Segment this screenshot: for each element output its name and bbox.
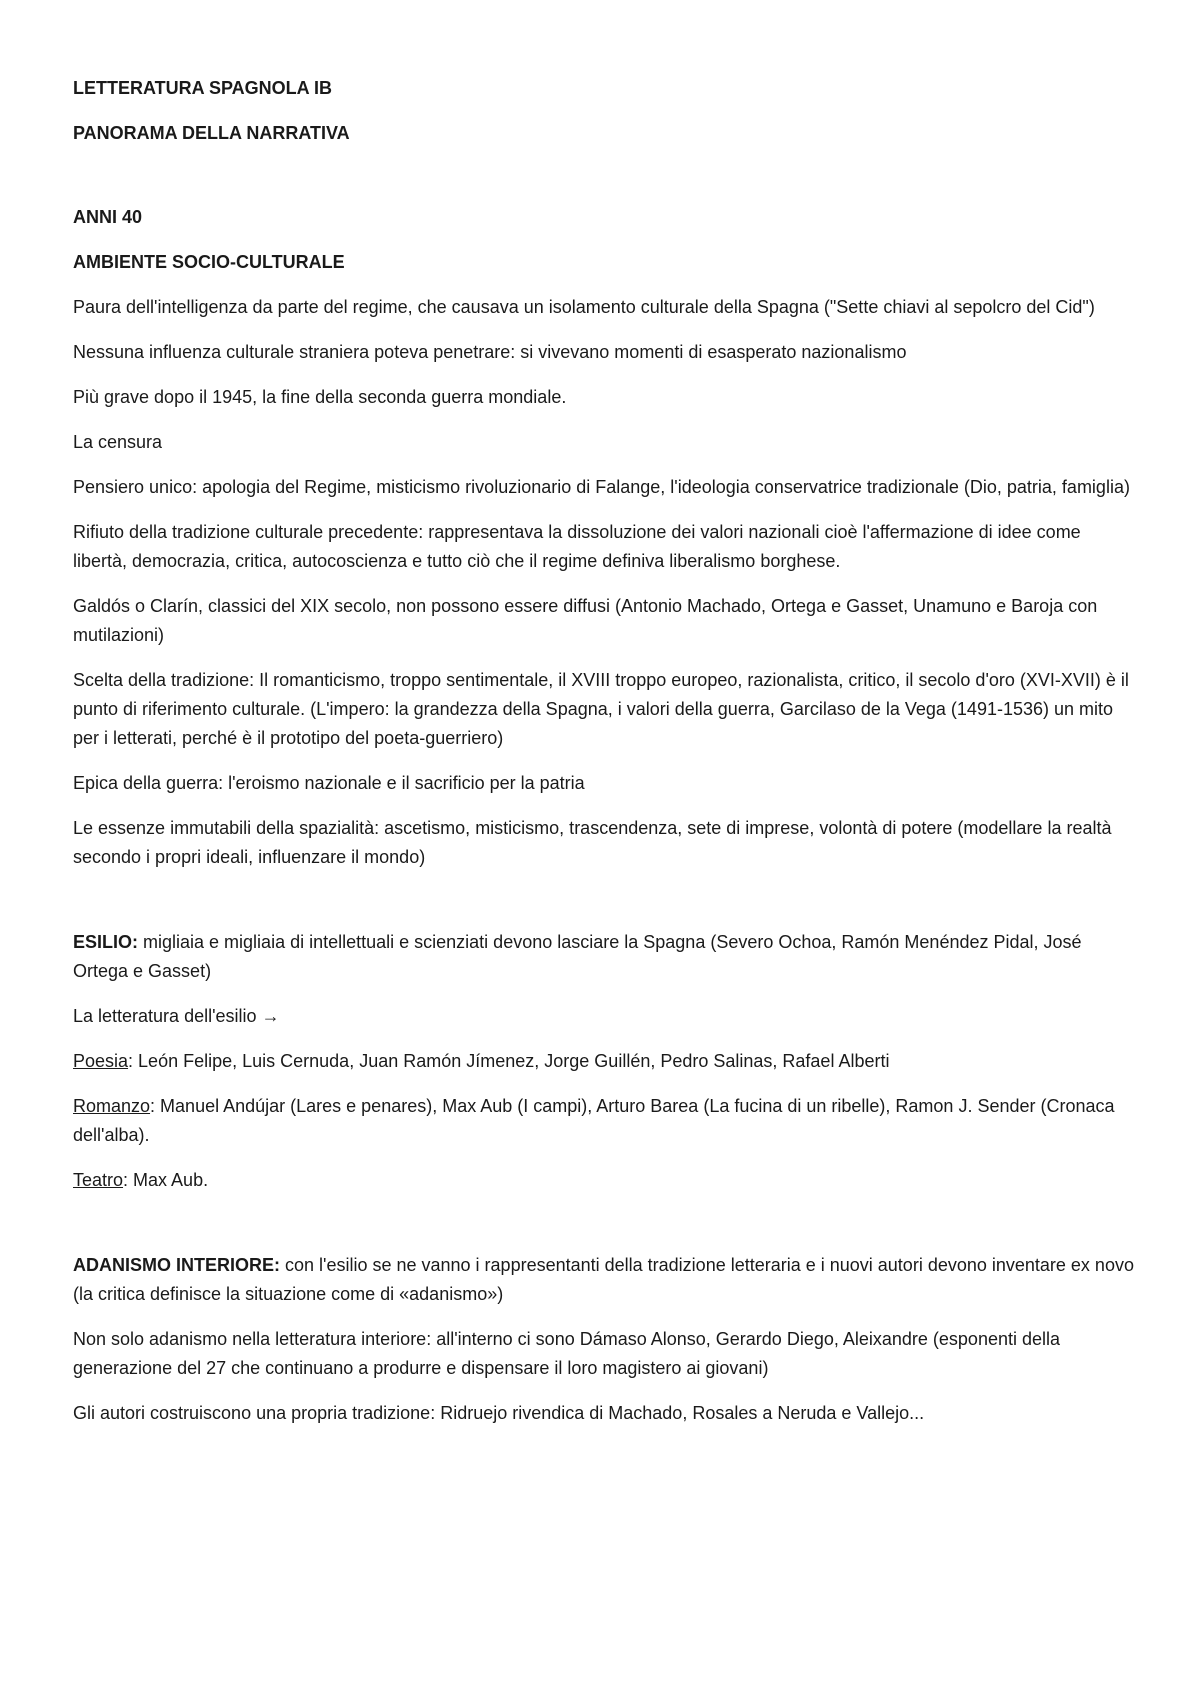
paragraph: Non solo adanismo nella letteratura interiore: all'interno ci sono Dámaso Alonso, Gerardo Diego, Aleixandre (esponenti della generazione del 27 che continuano a produrre e dispensare il loro magistero ai giovani) [73,1329,1061,1378]
esilio-label: ESILIO: [73,932,139,952]
paragraph: Rifiuto della tradizione culturale precedente: rappresentava la dissoluzione dei valori nazionali cioè l'affermazione di idee come libertà, democrazia, critica, autocoscienza e tutto ciò che il regime definiva liberalismo borghese. [73,522,1081,571]
paragraph: Più grave dopo il 1945, la fine della seconda guerra mondiale. [73,387,567,407]
paragraph: Epica della guerra: l'eroismo nazionale e il sacrificio per la patria [73,773,585,793]
document-body [73,74,1138,1428]
paragraph: Galdós o Clarín, classici del XIX secolo, non possono essere diffusi (Antonio Machado, Ortega e Gasset, Unamuno e Baroja con mutilazioni) [73,596,1098,645]
section-title: ANNI 40 [73,207,143,227]
paragraph: Nessuna influenza culturale straniera poteva penetrare: si vivevano momenti di esasperato nazionalismo [73,342,907,362]
esilio-paragraph [73,928,1138,986]
paragraph: Scelta della tradizione: Il romanticismo, troppo sentimentale, il XVIII troppo europeo, razionalista, critico, il secolo d'oro (XVI-XVII) è il punto di riferimento culturale. (L'impero: la grandezza della Spagna, i valori della guerra, Garcilaso de la Vega (1491-1536) un mito per i letterati, perché è il prototipo del poeta-guerriero) [73,670,1129,748]
romanzo-line [73,1092,1138,1150]
esilio-literature-text: La letteratura dell'esilio [73,1006,257,1026]
romanzo-label: Romanzo [73,1096,151,1116]
teatro-label: Teatro [73,1170,124,1190]
paragraph: Le essenze immutabili della spazialità: ascetismo, misticismo, trascendenza, sete di imprese, volontà di potere (modellare la realtà secondo i propri ideali, influenzare il mondo) [73,818,1112,867]
section-subtitle: AMBIENTE SOCIO-CULTURALE [73,252,345,272]
document-subtitle: PANORAMA DELLA NARRATIVA [73,123,350,143]
course-title: LETTERATURA SPAGNOLA IB [73,78,332,98]
paragraph: La censura [73,432,163,452]
poesia-label: Poesia [73,1051,129,1071]
teatro-text: : Max Aub. [123,1170,209,1190]
paragraph: Paura dell'intelligenza da parte del regime, che causava un isolamento culturale della Spagna ("Sette chiavi al sepolcro del Cid") [73,297,1095,317]
paragraph: Gli autori costruiscono una propria tradizione: Ridruejo rivendica di Machado, Rosales a Neruda e Vallejo... [73,1403,925,1423]
poesia-line [73,1047,1138,1076]
esilio-literature-line [73,1002,1138,1031]
poesia-text: : León Felipe, Luis Cernuda, Juan Ramón Jímenez, Jorge Guillén, Pedro Salinas, Rafael Alberti [128,1051,890,1071]
adanismo-paragraph [73,1251,1138,1309]
teatro-line [73,1166,1138,1195]
romanzo-text: : Manuel Andújar (Lares e penares), Max Aub (I campi), Arturo Barea (La fucina di un ribelle), Ramon J. Sender (Cronaca dell'alba). [73,1096,1115,1145]
adanismo-text: con l'esilio se ne vanno i rappresentanti della tradizione letteraria e i nuovi autori devono inventare ex novo (la critica definisce la situazione come di «adanismo») [73,1255,1134,1304]
adanismo-label: ADANISMO INTERIORE: [73,1255,280,1275]
paragraph: Pensiero unico: apologia del Regime, misticismo rivoluzionario di Falange, l'ideologia conservatrice tradizionale (Dio, patria, famiglia) [73,477,1130,497]
esilio-text: migliaia e migliaia di intellettuali e scienziati devono lasciare la Spagna (Severo Ochoa, Ramón Menéndez Pidal, José Ortega e Gasset) [73,932,1082,981]
arrow-right-icon: → [261,1006,280,1026]
